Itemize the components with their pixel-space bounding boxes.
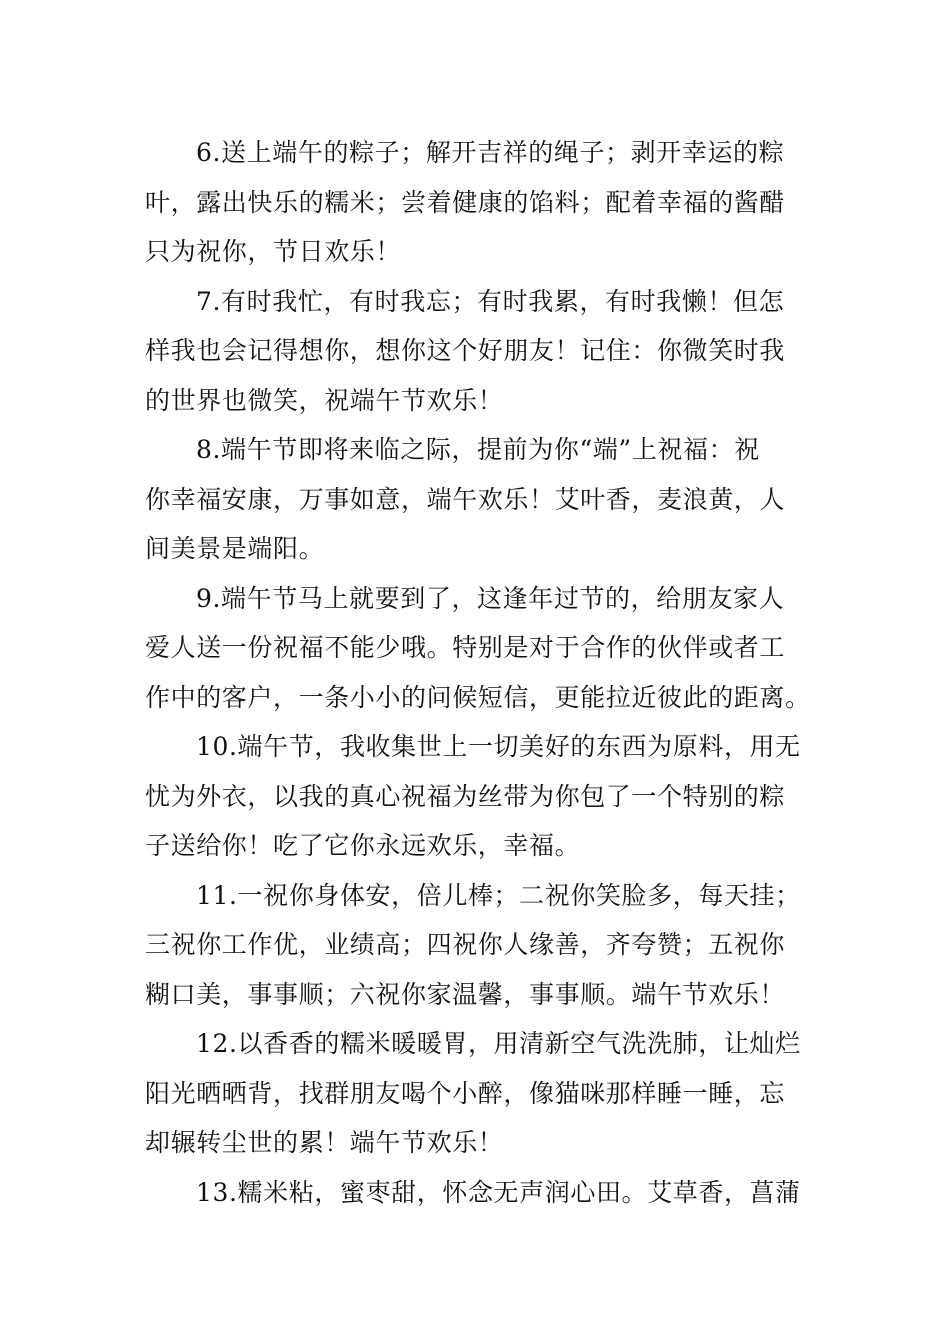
paragraph-8 — [145, 425, 807, 574]
paragraph-line: 8.端午节即将来临之际，提前为你“端”上祝福：祝 — [196, 435, 760, 464]
paragraph-line: 12.以香香的糯米暖暖胃，用清新空气洗洗肺，让灿烂 — [196, 1029, 801, 1058]
paragraph-line: 间美景是端阳。 — [145, 534, 325, 563]
paragraph-11 — [145, 871, 807, 1020]
paragraph-line: 6.送上端午的粽子；解开吉祥的绳子；剥开幸运的粽 — [196, 138, 785, 167]
paragraph-line: 7.有时我忙，有时我忘；有时我累，有时我懒！但怎 — [196, 286, 785, 316]
paragraph-line: 却辗转尘世的累！端午节欢乐！ — [145, 1128, 504, 1157]
paragraph-line: 11.一祝你身体安，倍儿棒；二祝你笑脸多，每天挂； — [196, 880, 801, 910]
paragraph-12 — [145, 1019, 807, 1168]
paragraph-line: 三祝你工作优，业绩高；四祝你人缘善，齐夸赞；五祝你 — [145, 930, 786, 959]
paragraph-line: 忧为外衣，以我的真心祝福为丝带为你包了一个特别的粽 — [145, 781, 786, 811]
paragraph-10 — [145, 722, 807, 871]
paragraph-line: 13.糯米粘，蜜枣甜，怀念无声润心田。艾草香，菖蒲 — [196, 1177, 801, 1207]
paragraph-line: 的世界也微笑，祝端午节欢乐！ — [145, 385, 504, 415]
paragraph-line: 9.端午节马上就要到了，这逢年过节的，给朋友家人 — [196, 583, 785, 613]
paragraph-line: 只为祝你，节日欢乐！ — [145, 237, 402, 266]
paragraph-line: 作中的客户，一条小小的问候短信，更能拉近彼此的距离。 — [145, 682, 811, 712]
paragraph-line: 10.端午节，我收集世上一切美好的东西为原料，用无 — [196, 732, 801, 761]
paragraph-line: 爱人送一份祝福不能少哦。特别是对于合作的伙伴或者工 — [145, 633, 786, 662]
paragraph-6 — [145, 128, 807, 277]
paragraph-7 — [145, 277, 807, 426]
paragraph-line: 子送给你！吃了它你永远欢乐，幸福。 — [145, 831, 581, 860]
paragraph-line: 叶，露出快乐的糯米；尝着健康的馅料；配着幸福的酱醋 — [145, 187, 786, 217]
paragraph-line: 糊口美，事事顺；六祝你家温馨，事事顺。端午节欢乐！ — [145, 979, 786, 1009]
paragraph-line: 你幸福安康，万事如意，端午欢乐！艾叶香，麦浪黄，人 — [145, 484, 786, 514]
paragraph-line: 样我也会记得想你，想你这个好朋友！记住：你微笑时我 — [145, 336, 786, 365]
document-body — [145, 128, 811, 1217]
paragraph-13 — [145, 1168, 807, 1218]
paragraph-line: 阳光晒晒背，找群朋友喝个小醉，像猫咪那样睡一睡，忘 — [145, 1078, 786, 1108]
paragraph-9 — [145, 574, 811, 723]
